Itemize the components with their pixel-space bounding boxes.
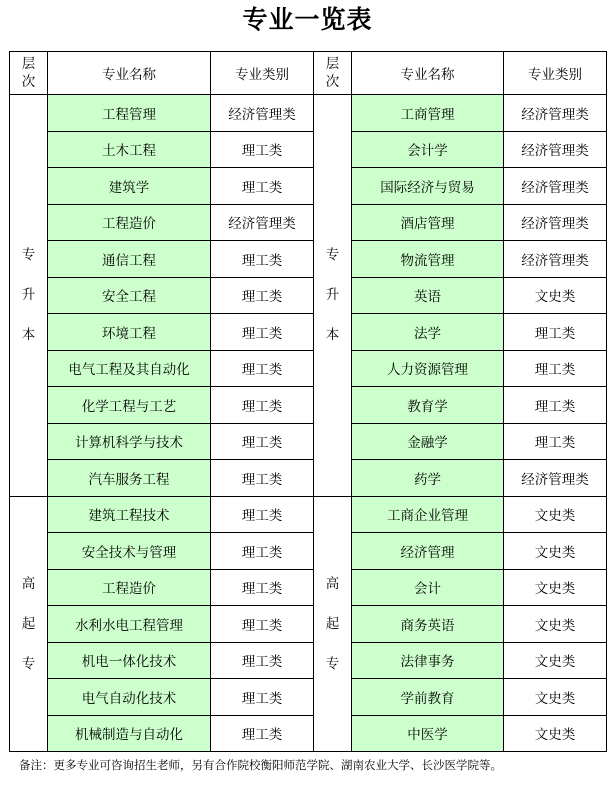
major-category: 理工类 — [211, 569, 314, 606]
major-category: 理工类 — [504, 423, 607, 460]
table-row — [10, 679, 607, 716]
major-name: 法律事务 — [352, 642, 504, 679]
major-name: 法学 — [352, 314, 504, 351]
level-char: 专 — [325, 247, 340, 264]
category-header: 专业类别 — [211, 52, 314, 95]
major-name: 计算机科学与技术 — [48, 423, 211, 460]
major-category: 经济管理类 — [504, 460, 607, 497]
table-row — [10, 533, 607, 570]
major-category: 经济管理类 — [504, 204, 607, 241]
major-name: 化学工程与工艺 — [48, 387, 211, 424]
level-cell — [314, 95, 352, 497]
major-category: 文史类 — [504, 679, 607, 716]
level-char: 升 — [325, 287, 340, 304]
major-name: 通信工程 — [48, 241, 211, 278]
level-char: 高 — [325, 575, 340, 592]
level-cell — [10, 496, 48, 752]
majors-table — [9, 51, 607, 752]
major-category: 文史类 — [504, 569, 607, 606]
major-category: 文史类 — [504, 277, 607, 314]
category-header: 专业类别 — [504, 52, 607, 95]
major-name: 经济管理 — [352, 533, 504, 570]
major-category: 经济管理类 — [211, 95, 314, 132]
major-category: 文史类 — [504, 642, 607, 679]
major-name: 会计 — [352, 569, 504, 606]
major-category: 理工类 — [504, 314, 607, 351]
major-category: 文史类 — [504, 496, 607, 533]
major-category: 文史类 — [504, 715, 607, 752]
major-name: 英语 — [352, 277, 504, 314]
major-name: 会计学 — [352, 131, 504, 168]
level-char: 升 — [21, 287, 36, 304]
footnote: 备注：更多专业可咨询招生老师，另有合作院校衡阳师范学院、湖南农业大学、长沙医学院等。 — [19, 758, 502, 772]
level-char: 专 — [21, 247, 36, 264]
major-category: 理工类 — [211, 496, 314, 533]
table-row — [10, 95, 607, 132]
major-category: 理工类 — [211, 350, 314, 387]
major-name: 水利水电工程管理 — [48, 606, 211, 643]
major-name: 机电一体化技术 — [48, 642, 211, 679]
table-row — [10, 277, 607, 314]
major-name: 建筑工程技术 — [48, 496, 211, 533]
table-row — [10, 606, 607, 643]
table-row — [10, 241, 607, 278]
major-category: 理工类 — [211, 715, 314, 752]
table-row — [10, 387, 607, 424]
major-category: 理工类 — [504, 387, 607, 424]
major-category: 理工类 — [211, 131, 314, 168]
level-char: 本 — [325, 327, 340, 344]
major-name: 电气工程及其自动化 — [48, 350, 211, 387]
major-name: 中医学 — [352, 715, 504, 752]
major-name: 学前教育 — [352, 679, 504, 716]
major-name: 教育学 — [352, 387, 504, 424]
level-char: 起 — [21, 615, 36, 632]
table-row — [10, 131, 607, 168]
major-name: 药学 — [352, 460, 504, 497]
page-title: 专业一览表 — [242, 5, 373, 34]
major-name: 人力资源管理 — [352, 350, 504, 387]
major-name: 汽车服务工程 — [48, 460, 211, 497]
level-header: 层 次 — [314, 52, 352, 95]
major-name: 工程造价 — [48, 569, 211, 606]
major-category: 理工类 — [211, 387, 314, 424]
major-category: 理工类 — [211, 460, 314, 497]
table-row — [10, 350, 607, 387]
major-name: 土木工程 — [48, 131, 211, 168]
table-row — [10, 423, 607, 460]
major-category: 理工类 — [211, 168, 314, 205]
major-category: 理工类 — [211, 423, 314, 460]
major-name: 工商管理 — [352, 95, 504, 132]
major-category: 理工类 — [211, 241, 314, 278]
major-name: 酒店管理 — [352, 204, 504, 241]
table-row — [10, 642, 607, 679]
table-row — [10, 204, 607, 241]
level-header: 层 次 — [10, 52, 48, 95]
table-row — [10, 496, 607, 533]
major-name: 工程管理 — [48, 95, 211, 132]
major-name: 工程造价 — [48, 204, 211, 241]
major-name: 商务英语 — [352, 606, 504, 643]
level-cell — [314, 496, 352, 752]
major-category: 经济管理类 — [504, 131, 607, 168]
level-char: 专 — [325, 655, 340, 672]
major-name: 安全工程 — [48, 277, 211, 314]
major-category: 理工类 — [211, 679, 314, 716]
table-row — [10, 314, 607, 351]
level-char: 高 — [21, 575, 36, 592]
major-name: 建筑学 — [48, 168, 211, 205]
major-name: 国际经济与贸易 — [352, 168, 504, 205]
level-char: 本 — [21, 327, 36, 344]
major-name: 安全技术与管理 — [48, 533, 211, 570]
major-category: 理工类 — [211, 533, 314, 570]
major-name: 环境工程 — [48, 314, 211, 351]
major-category: 经济管理类 — [504, 95, 607, 132]
major-name: 电气自动化技术 — [48, 679, 211, 716]
major-category: 文史类 — [504, 533, 607, 570]
major-category: 理工类 — [504, 350, 607, 387]
header-row — [10, 52, 607, 95]
major-name: 工商企业管理 — [352, 496, 504, 533]
major-category: 文史类 — [504, 606, 607, 643]
major-category: 经济管理类 — [211, 204, 314, 241]
major-category: 理工类 — [211, 606, 314, 643]
major-name: 物流管理 — [352, 241, 504, 278]
table-row — [10, 715, 607, 752]
table-row — [10, 460, 607, 497]
level-char: 起 — [325, 615, 340, 632]
major-category: 理工类 — [211, 314, 314, 351]
level-char: 专 — [21, 655, 36, 672]
major-category: 理工类 — [211, 642, 314, 679]
major-name: 机械制造与自动化 — [48, 715, 211, 752]
major-category: 经济管理类 — [504, 168, 607, 205]
table-row — [10, 569, 607, 606]
table-row — [10, 168, 607, 205]
level-cell — [10, 95, 48, 497]
major-header: 专业名称 — [352, 52, 504, 95]
major-name: 金融学 — [352, 423, 504, 460]
major-header: 专业名称 — [48, 52, 211, 95]
major-category: 经济管理类 — [504, 241, 607, 278]
major-category: 理工类 — [211, 277, 314, 314]
